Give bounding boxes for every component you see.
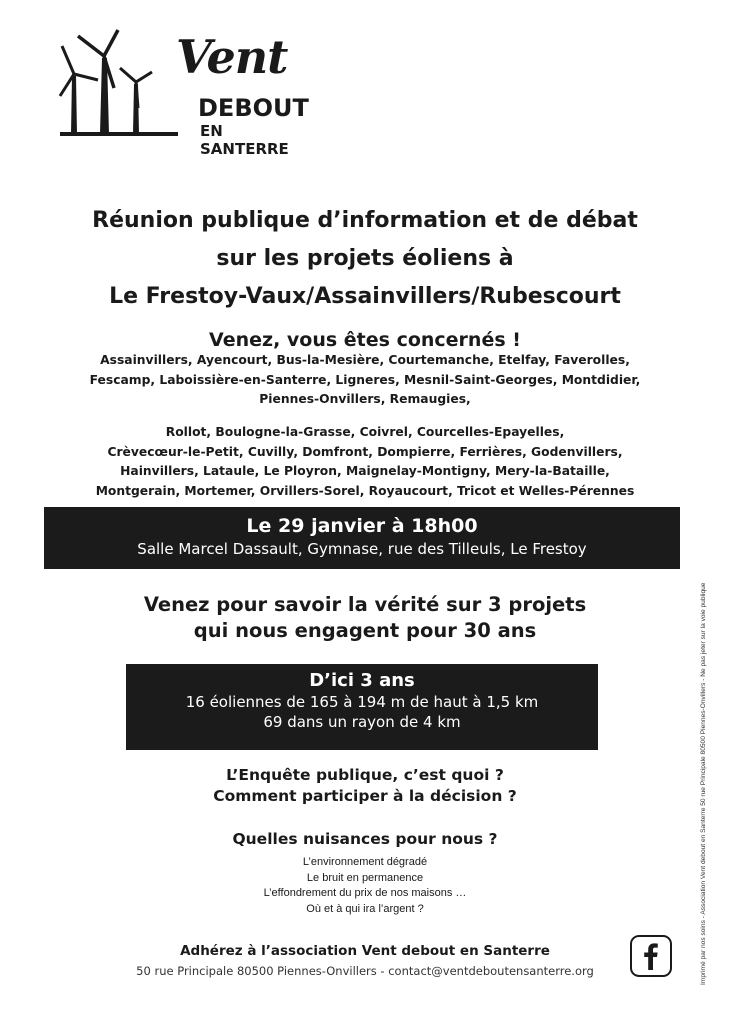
contact-address[interactable]: 50 rue Principale 80500 Piennes-Onvillers - contact@ventdeboutensanterre.org [136, 964, 594, 978]
towns-list [0, 423, 730, 501]
towns-line: Crèvecœur-le-Petit, Cuvilly, Domfront, Dompierre, Ferrières, Godenvillers, [107, 444, 623, 459]
list-item: L’effondrement du prix de nos maisons … [263, 887, 467, 899]
nuisances-list [0, 855, 730, 917]
membership-call: Adhérez à l’association Vent debout en Santerre [180, 943, 550, 959]
logo-word-debout: DEBOUT [198, 94, 309, 122]
logo-word-santerre: EN SANTERRE [200, 122, 289, 158]
event-date: Le 29 janvier à 18h00 [246, 515, 478, 537]
title-line: sur les projets éoliens à [216, 246, 514, 271]
towns-line: Rollot, Boulogne-la-Grasse, Coivrel, Courcelles-Epayelles, [165, 425, 565, 439]
event-banner [44, 507, 680, 569]
towns-line: Montgerain, Mortemer, Orvillers-Sorel, Royaucourt, Tricot et Welles-Pérennes [95, 483, 635, 498]
truth-line: Venez pour savoir la vérité sur 3 projets [143, 593, 587, 616]
towns-line: Assainvillers, Ayencourt, Bus-la-Mesière, Courtemanche, Etelfay, Faverolles, [100, 353, 630, 367]
truth-statement [0, 592, 730, 644]
timeline-line: 16 éoliennes de 165 à 194 m de haut à 1,5 km [185, 693, 539, 711]
page-title [0, 202, 730, 316]
list-item: Le bruit en permanence [306, 871, 424, 884]
title-line: Le Frestoy-Vaux/Assainvillers/Rubescourt [109, 284, 621, 309]
list-item: L’environnement dégradé [302, 856, 428, 868]
truth-line: qui nous engagent pour 30 ans [193, 619, 537, 642]
list-item: Où et à qui ira l’argent ? [306, 902, 424, 915]
towns-line: Hainvillers, Lataule, Le Ployron, Maignelay-Montigny, Mery-la-Bataille, [120, 464, 610, 478]
logo-word-vent: Vent [176, 30, 288, 84]
enquete-line: L’Enquête publique, c’est quoi ? [226, 766, 504, 784]
title-line: Réunion publique d’information et de débat [92, 208, 638, 233]
towns-list [0, 351, 730, 410]
enquete-questions [0, 765, 730, 807]
association-logo [58, 28, 309, 158]
concerned-heading: Venez, vous êtes concernés ! [209, 329, 521, 351]
nuisances-heading: Quelles nuisances pour nous ? [232, 830, 498, 848]
enquete-line: Comment participer à la décision ? [213, 787, 517, 805]
timeline-heading: D’ici 3 ans [309, 670, 415, 691]
timeline-line: 69 dans un rayon de 4 km [263, 713, 461, 731]
event-venue: Salle Marcel Dassault, Gymnase, rue des Tilleuls, Le Frestoy [137, 540, 587, 558]
print-notice: Imprimé par nos soins - Association Vent debout en Santerre 50 rue Principale 80500 Piennes-Onvillers - Ne pas jeter sur la voie publique [700, 582, 707, 985]
facebook-icon[interactable] [630, 935, 672, 977]
wind-turbines-icon [58, 28, 178, 138]
towns-line: Fescamp, Laboissière-en-Santerre, Ligneres, Mesnil-Saint-Georges, Montdidier, [89, 372, 641, 387]
timeline-banner [126, 664, 598, 750]
towns-line: Piennes-Onvillers, Remaugies, [259, 392, 471, 406]
